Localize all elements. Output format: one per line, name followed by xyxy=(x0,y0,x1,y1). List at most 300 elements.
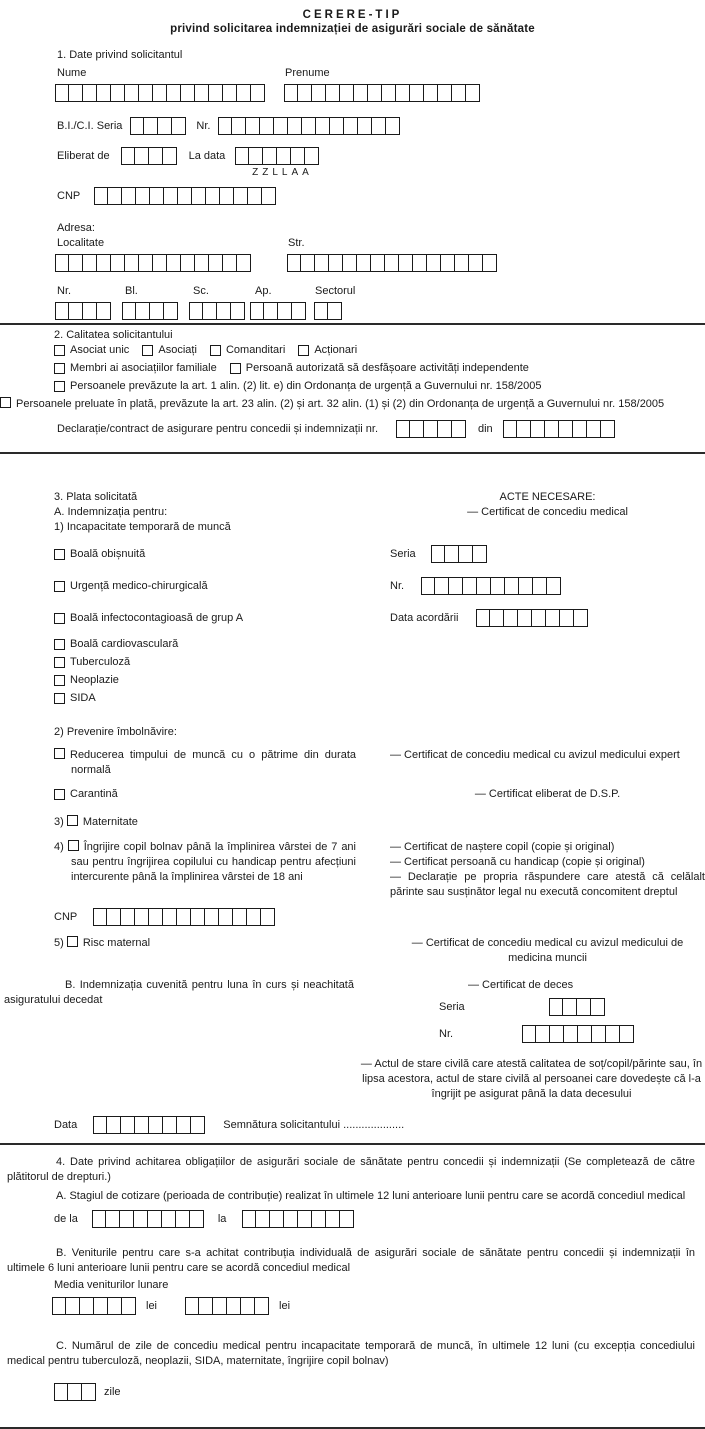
char-cell[interactable] xyxy=(163,147,177,165)
char-cell[interactable] xyxy=(231,302,245,320)
checkbox-item-persoane-art1[interactable] xyxy=(54,379,541,394)
char-cell[interactable] xyxy=(217,302,231,320)
char-cell[interactable] xyxy=(386,117,400,135)
checkbox-icon[interactable] xyxy=(298,345,309,356)
char-cell[interactable] xyxy=(302,117,316,135)
char-cell[interactable] xyxy=(150,187,164,205)
checkbox-item-cardiovasculara[interactable] xyxy=(54,637,178,652)
checkbox-label: Urgență medico-chirurgicală xyxy=(70,579,208,592)
bi-nr-grid[interactable] xyxy=(218,117,400,135)
char-cell[interactable] xyxy=(312,84,326,102)
char-cell[interactable] xyxy=(328,302,342,320)
char-cell[interactable] xyxy=(108,1297,122,1315)
char-cell[interactable] xyxy=(191,1116,205,1134)
char-cell[interactable] xyxy=(55,302,69,320)
char-cell[interactable] xyxy=(463,577,477,595)
char-cell[interactable] xyxy=(82,1383,96,1401)
char-cell[interactable] xyxy=(121,1116,135,1134)
char-cell[interactable] xyxy=(476,609,490,627)
char-cell[interactable] xyxy=(592,1025,606,1043)
char-cell[interactable] xyxy=(620,1025,634,1043)
char-cell[interactable] xyxy=(358,117,372,135)
char-cell[interactable] xyxy=(547,577,561,595)
char-cell[interactable] xyxy=(490,609,504,627)
char-cell[interactable] xyxy=(219,908,233,926)
deces-seria-grid[interactable] xyxy=(549,998,605,1016)
char-cell[interactable] xyxy=(164,302,178,320)
char-cell[interactable] xyxy=(121,147,135,165)
char-cell[interactable] xyxy=(330,117,344,135)
char-cell[interactable] xyxy=(314,302,328,320)
char-cell[interactable] xyxy=(410,84,424,102)
char-cell[interactable] xyxy=(277,147,291,165)
char-cell[interactable] xyxy=(94,187,108,205)
bi-seria-grid[interactable] xyxy=(130,117,186,135)
char-cell[interactable] xyxy=(149,908,163,926)
char-cell[interactable] xyxy=(574,609,588,627)
checkbox-item-ingrijire-copil[interactable] xyxy=(54,840,356,885)
char-cell[interactable] xyxy=(438,84,452,102)
char-cell[interactable] xyxy=(385,254,399,272)
char-cell[interactable] xyxy=(315,254,329,272)
section3-sub-a: A. Indemnizația pentru: xyxy=(54,506,168,518)
char-cell[interactable] xyxy=(153,254,167,272)
char-cell[interactable] xyxy=(372,117,386,135)
char-cell[interactable] xyxy=(172,117,186,135)
char-cell[interactable] xyxy=(274,117,288,135)
adr-sc-grid[interactable] xyxy=(189,302,245,320)
char-cell[interactable] xyxy=(459,545,473,563)
char-cell[interactable] xyxy=(518,609,532,627)
data-grid[interactable] xyxy=(93,1116,205,1134)
char-cell[interactable] xyxy=(235,147,249,165)
char-cell[interactable] xyxy=(209,84,223,102)
checkbox-icon[interactable] xyxy=(54,675,65,686)
char-cell[interactable] xyxy=(260,117,274,135)
char-cell[interactable] xyxy=(223,254,237,272)
char-cell[interactable] xyxy=(396,420,410,438)
char-cell[interactable] xyxy=(69,302,83,320)
zile-grid[interactable] xyxy=(54,1383,96,1401)
char-cell[interactable] xyxy=(546,609,560,627)
char-cell[interactable] xyxy=(185,1297,199,1315)
char-cell[interactable] xyxy=(536,1025,550,1043)
la-grid[interactable] xyxy=(242,1210,354,1228)
char-cell[interactable] xyxy=(139,254,153,272)
char-cell[interactable] xyxy=(287,254,301,272)
adr-bl-grid[interactable] xyxy=(122,302,178,320)
char-cell[interactable] xyxy=(491,577,505,595)
char-cell[interactable] xyxy=(69,84,83,102)
checkbox-item-risc-maternal[interactable] xyxy=(54,936,356,951)
adr-nr-grid[interactable] xyxy=(55,302,111,320)
char-cell[interactable] xyxy=(329,254,343,272)
checkbox-item-persoana-autorizata[interactable] xyxy=(230,361,529,376)
localitate-grid[interactable] xyxy=(55,254,251,272)
char-cell[interactable] xyxy=(190,1210,204,1228)
char-cell[interactable] xyxy=(121,908,135,926)
char-cell[interactable] xyxy=(248,187,262,205)
char-cell[interactable] xyxy=(130,117,144,135)
cnp-grid[interactable] xyxy=(94,187,276,205)
char-cell[interactable] xyxy=(177,908,191,926)
sectorul-grid[interactable] xyxy=(314,302,342,320)
char-cell[interactable] xyxy=(94,1297,108,1315)
checkbox-label: Boală cardiovasculară xyxy=(70,638,179,650)
char-cell[interactable] xyxy=(564,1025,578,1043)
calitate-row-4[interactable] xyxy=(0,397,705,412)
char-cell[interactable] xyxy=(55,84,69,102)
char-cell[interactable] xyxy=(83,84,97,102)
char-cell[interactable] xyxy=(191,908,205,926)
char-cell[interactable] xyxy=(256,1210,270,1228)
char-cell[interactable] xyxy=(424,84,438,102)
checkbox-icon[interactable] xyxy=(67,815,78,826)
char-cell[interactable] xyxy=(233,908,247,926)
checkbox-icon[interactable] xyxy=(142,345,153,356)
char-cell[interactable] xyxy=(264,302,278,320)
char-cell[interactable] xyxy=(250,302,264,320)
char-cell[interactable] xyxy=(55,254,69,272)
char-cell[interactable] xyxy=(517,420,531,438)
char-cell[interactable] xyxy=(97,302,111,320)
char-cell[interactable] xyxy=(237,84,251,102)
char-cell[interactable] xyxy=(445,545,459,563)
la-data-grid[interactable] xyxy=(235,147,319,165)
checkbox-icon[interactable] xyxy=(54,381,65,392)
char-cell[interactable] xyxy=(278,302,292,320)
char-cell[interactable] xyxy=(505,577,519,595)
checkbox-icon[interactable] xyxy=(0,397,11,408)
char-cell[interactable] xyxy=(577,998,591,1016)
declaratie-din-grid[interactable] xyxy=(503,420,615,438)
char-cell[interactable] xyxy=(312,1210,326,1228)
char-cell[interactable] xyxy=(178,187,192,205)
char-cell[interactable] xyxy=(249,147,263,165)
char-cell[interactable] xyxy=(242,1210,256,1228)
char-cell[interactable] xyxy=(52,1297,66,1315)
acte-declaratie-raspundere: — Declarație pe propria răspundere care atestă că celălalt părinte sau susținător legal nu execută concomitent dreptul xyxy=(390,871,705,898)
char-cell[interactable] xyxy=(292,302,306,320)
char-cell[interactable] xyxy=(424,420,438,438)
char-cell[interactable] xyxy=(473,545,487,563)
char-cell[interactable] xyxy=(344,117,358,135)
char-cell[interactable] xyxy=(587,420,601,438)
checkbox-item-boala-obisnuita[interactable] xyxy=(54,547,145,562)
char-cell[interactable] xyxy=(591,998,605,1016)
char-cell[interactable] xyxy=(396,84,410,102)
checkbox-icon[interactable] xyxy=(54,581,65,592)
checkbox-icon[interactable] xyxy=(54,549,65,560)
char-cell[interactable] xyxy=(107,908,121,926)
venit-grid-1[interactable] xyxy=(52,1297,136,1315)
checkbox-item-sida[interactable] xyxy=(54,691,96,706)
char-cell[interactable] xyxy=(163,1116,177,1134)
char-cell[interactable] xyxy=(125,84,139,102)
checkbox-icon[interactable] xyxy=(230,363,241,374)
char-cell[interactable] xyxy=(80,1297,94,1315)
char-cell[interactable] xyxy=(441,254,455,272)
char-cell[interactable] xyxy=(371,254,385,272)
char-cell[interactable] xyxy=(316,117,330,135)
char-cell[interactable] xyxy=(195,84,209,102)
char-cell[interactable] xyxy=(149,1116,163,1134)
char-cell[interactable] xyxy=(136,302,150,320)
char-cell[interactable] xyxy=(162,1210,176,1228)
prenume-label: Prenume xyxy=(285,67,330,79)
char-cell[interactable] xyxy=(107,1116,121,1134)
char-cell[interactable] xyxy=(164,187,178,205)
char-cell[interactable] xyxy=(284,1210,298,1228)
venit-grid-2[interactable] xyxy=(185,1297,269,1315)
char-cell[interactable] xyxy=(247,908,261,926)
char-cell[interactable] xyxy=(120,1210,134,1228)
char-cell[interactable] xyxy=(533,577,547,595)
acte-persoana-handicap: — Certificat persoană cu handicap (copie și original) xyxy=(390,856,645,868)
char-cell[interactable] xyxy=(399,254,413,272)
char-cell[interactable] xyxy=(199,1297,213,1315)
char-cell[interactable] xyxy=(601,420,615,438)
char-cell[interactable] xyxy=(111,254,125,272)
checkbox-icon[interactable] xyxy=(54,639,65,650)
cm-seria-grid[interactable] xyxy=(431,545,487,563)
cm-nr-grid[interactable] xyxy=(421,577,561,595)
char-cell[interactable] xyxy=(560,609,574,627)
char-cell[interactable] xyxy=(284,84,298,102)
char-cell[interactable] xyxy=(213,1297,227,1315)
char-cell[interactable] xyxy=(382,84,396,102)
char-cell[interactable] xyxy=(340,84,354,102)
char-cell[interactable] xyxy=(503,420,517,438)
char-cell[interactable] xyxy=(449,577,463,595)
adr-nr-label: Nr. xyxy=(57,285,72,297)
char-cell[interactable] xyxy=(466,84,480,102)
char-cell[interactable] xyxy=(262,187,276,205)
char-cell[interactable] xyxy=(241,1297,255,1315)
char-cell[interactable] xyxy=(134,1210,148,1228)
char-cell[interactable] xyxy=(176,1210,190,1228)
char-cell[interactable] xyxy=(158,117,172,135)
checkbox-icon[interactable] xyxy=(54,363,65,374)
char-cell[interactable] xyxy=(163,908,177,926)
char-cell[interactable] xyxy=(189,302,203,320)
char-cell[interactable] xyxy=(92,1210,106,1228)
char-cell[interactable] xyxy=(549,998,563,1016)
char-cell[interactable] xyxy=(504,609,518,627)
char-cell[interactable] xyxy=(167,84,181,102)
acte-heading: ACTE NECESARE: xyxy=(499,491,596,503)
char-cell[interactable] xyxy=(93,1116,107,1134)
checkbox-icon[interactable] xyxy=(210,345,221,356)
char-cell[interactable] xyxy=(427,254,441,272)
char-cell[interactable] xyxy=(578,1025,592,1043)
char-cell[interactable] xyxy=(435,577,449,595)
char-cell[interactable] xyxy=(246,117,260,135)
checkbox-item-actionari[interactable] xyxy=(298,343,357,358)
lei1-label: lei xyxy=(146,1299,158,1312)
char-cell[interactable] xyxy=(305,147,319,165)
char-cell[interactable] xyxy=(97,84,111,102)
char-cell[interactable] xyxy=(205,908,219,926)
char-cell[interactable] xyxy=(519,577,533,595)
section4-para-b: B. Veniturile pentru care s-a achitat contribuția individuală de asigurări sociale de sănătate pentru concedii și indemnizații în ultimele 6 luni anterioare lunii pentru care se acordă concediul medical xyxy=(7,1247,695,1274)
char-cell[interactable] xyxy=(291,147,305,165)
char-cell[interactable] xyxy=(181,84,195,102)
char-cell[interactable] xyxy=(343,254,357,272)
char-cell[interactable] xyxy=(261,908,275,926)
char-cell[interactable] xyxy=(167,254,181,272)
char-cell[interactable] xyxy=(483,254,497,272)
char-cell[interactable] xyxy=(550,1025,564,1043)
char-cell[interactable] xyxy=(97,254,111,272)
char-cell[interactable] xyxy=(263,147,277,165)
nume-grid[interactable] xyxy=(55,84,265,102)
char-cell[interactable] xyxy=(144,117,158,135)
declaratie-nr-grid[interactable] xyxy=(396,420,466,438)
char-cell[interactable] xyxy=(545,420,559,438)
char-cell[interactable] xyxy=(181,254,195,272)
checkbox-label: Boală infectocontagioasă de grup A xyxy=(70,611,244,624)
checkbox-icon[interactable] xyxy=(54,748,65,759)
char-cell[interactable] xyxy=(532,609,546,627)
char-cell[interactable] xyxy=(340,1210,354,1228)
char-cell[interactable] xyxy=(357,254,371,272)
char-cell[interactable] xyxy=(452,84,466,102)
char-cell[interactable] xyxy=(251,84,265,102)
char-cell[interactable] xyxy=(431,545,445,563)
char-cell[interactable] xyxy=(298,1210,312,1228)
checkbox-item-infectocontagioasa[interactable] xyxy=(54,611,243,626)
char-cell[interactable] xyxy=(326,1210,340,1228)
eliberat-grid[interactable] xyxy=(121,147,177,165)
deces-nr-grid[interactable] xyxy=(522,1025,634,1043)
cm-nr-label: Nr. xyxy=(390,579,405,592)
char-cell[interactable] xyxy=(149,147,163,165)
char-cell[interactable] xyxy=(218,117,232,135)
char-cell[interactable] xyxy=(469,254,483,272)
checkbox-icon[interactable] xyxy=(68,840,79,851)
checkbox-icon[interactable] xyxy=(67,936,78,947)
char-cell[interactable] xyxy=(227,1297,241,1315)
de-la-grid[interactable] xyxy=(92,1210,204,1228)
char-cell[interactable] xyxy=(108,187,122,205)
char-cell[interactable] xyxy=(531,420,545,438)
checkbox-icon[interactable] xyxy=(54,693,65,704)
char-cell[interactable] xyxy=(106,1210,120,1228)
char-cell[interactable] xyxy=(148,1210,162,1228)
char-cell[interactable] xyxy=(455,254,469,272)
char-cell[interactable] xyxy=(301,254,315,272)
str-grid[interactable] xyxy=(287,254,497,272)
char-cell[interactable] xyxy=(177,1116,191,1134)
char-cell[interactable] xyxy=(413,254,427,272)
checkbox-icon[interactable] xyxy=(54,345,65,356)
checkbox-item-maternitate[interactable] xyxy=(54,815,356,830)
checkbox-item-urgenta[interactable] xyxy=(54,579,208,594)
char-cell[interactable] xyxy=(206,187,220,205)
checkbox-item-carantina[interactable] xyxy=(54,787,118,802)
char-cell[interactable] xyxy=(68,1383,82,1401)
char-cell[interactable] xyxy=(54,1383,68,1401)
char-cell[interactable] xyxy=(93,908,107,926)
char-cell[interactable] xyxy=(298,84,312,102)
checkbox-item-membri-asociatii[interactable] xyxy=(54,361,217,376)
char-cell[interactable] xyxy=(111,84,125,102)
checkbox-icon[interactable] xyxy=(54,657,65,668)
char-cell[interactable] xyxy=(559,420,573,438)
checkbox-icon[interactable] xyxy=(54,789,65,800)
char-cell[interactable] xyxy=(421,577,435,595)
calitate-row-1 xyxy=(54,343,705,361)
checkbox-item-neoplazie[interactable] xyxy=(54,673,119,688)
checkbox-item-asociati[interactable] xyxy=(142,343,197,358)
char-cell[interactable] xyxy=(203,302,217,320)
checkbox-label: SIDA xyxy=(70,692,96,704)
char-cell[interactable] xyxy=(150,302,164,320)
char-cell[interactable] xyxy=(237,254,251,272)
char-cell[interactable] xyxy=(270,1210,284,1228)
char-cell[interactable] xyxy=(220,187,234,205)
checkbox-label: Persoanele prevăzute la art. 1 alin. (2) lit. e) din Ordonanța de urgență a Guvernului nr. 158/2005 xyxy=(70,380,542,392)
char-cell[interactable] xyxy=(452,420,466,438)
checkbox-item-asociat-unic[interactable] xyxy=(54,343,129,358)
cnp-copil-grid[interactable] xyxy=(93,908,275,926)
prenume-grid[interactable] xyxy=(284,84,480,102)
char-cell[interactable] xyxy=(326,84,340,102)
char-cell[interactable] xyxy=(563,998,577,1016)
checkbox-label: Îngrijire copil bolnav până la împlinirea vârstei de 7 ani sau pentru îngrijirea copilului cu handicap pentru afecțiuni intercurente până la împlinirea vârstei de 18 ani xyxy=(71,841,356,883)
char-cell[interactable] xyxy=(288,117,302,135)
char-cell[interactable] xyxy=(606,1025,620,1043)
char-cell[interactable] xyxy=(232,117,246,135)
checkbox-icon[interactable] xyxy=(54,613,65,624)
char-cell[interactable] xyxy=(135,908,149,926)
checkbox-item-reducerea[interactable] xyxy=(54,748,356,778)
char-cell[interactable] xyxy=(410,420,424,438)
char-cell[interactable] xyxy=(192,187,206,205)
char-cell[interactable] xyxy=(195,254,209,272)
char-cell[interactable] xyxy=(223,84,237,102)
char-cell[interactable] xyxy=(122,187,136,205)
char-cell[interactable] xyxy=(139,84,153,102)
adr-ap-grid[interactable] xyxy=(250,302,306,320)
char-cell[interactable] xyxy=(122,302,136,320)
char-cell[interactable] xyxy=(477,577,491,595)
char-cell[interactable] xyxy=(522,1025,536,1043)
char-cell[interactable] xyxy=(83,302,97,320)
char-cell[interactable] xyxy=(122,1297,136,1315)
data-acordarii-grid[interactable] xyxy=(476,609,588,627)
char-cell[interactable] xyxy=(83,254,97,272)
char-cell[interactable] xyxy=(66,1297,80,1315)
char-cell[interactable] xyxy=(136,187,150,205)
char-cell[interactable] xyxy=(153,84,167,102)
char-cell[interactable] xyxy=(69,254,83,272)
char-cell[interactable] xyxy=(354,84,368,102)
char-cell[interactable] xyxy=(368,84,382,102)
char-cell[interactable] xyxy=(135,1116,149,1134)
checkbox-item-comanditari[interactable] xyxy=(210,343,285,358)
checkbox-item-tuberculoza[interactable] xyxy=(54,655,130,670)
char-cell[interactable] xyxy=(255,1297,269,1315)
char-cell[interactable] xyxy=(573,420,587,438)
char-cell[interactable] xyxy=(234,187,248,205)
char-cell[interactable] xyxy=(438,420,452,438)
char-cell[interactable] xyxy=(209,254,223,272)
char-cell[interactable] xyxy=(135,147,149,165)
char-cell[interactable] xyxy=(125,254,139,272)
acte-nastere-copil: — Certificat de naștere copil (copie și original) xyxy=(390,841,615,853)
